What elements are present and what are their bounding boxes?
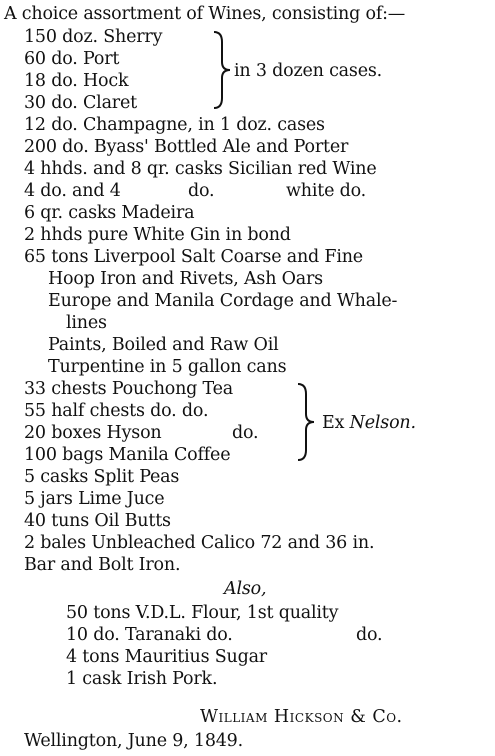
ditto-mark: do. xyxy=(188,181,215,201)
list-item: Bar and Bolt Iron. xyxy=(24,555,181,575)
advert-heading: A choice assortment of Wines, consisting of:— xyxy=(4,4,406,24)
list-item: Turpentine in 5 gallon cans xyxy=(48,357,287,377)
list-item: 60 do. Port xyxy=(24,49,120,69)
list-item: 50 tons V.D.L. Flour, 1st quality xyxy=(66,603,339,623)
right-brace-icon xyxy=(296,382,316,462)
list-item: 2 bales Unbleached Calico 72 and 36 in. xyxy=(24,533,375,553)
list-item: 2 hhds pure White Gin in bond xyxy=(24,225,291,245)
list-item: 12 do. Champagne, in 1 doz. cases xyxy=(24,115,325,135)
list-item: 6 qr. casks Madeira xyxy=(24,203,195,223)
list-item: 33 chests Pouchong Tea xyxy=(24,379,234,399)
list-item: 10 do. Taranaki do. xyxy=(66,625,233,645)
list-item: Europe and Manila Cordage and Whale- xyxy=(48,291,398,311)
list-item: 55 half chests do. do. xyxy=(24,401,209,421)
list-item: 4 do. and 4 xyxy=(24,181,121,201)
ditto-item: white do. xyxy=(286,181,366,201)
list-item: Hoop Iron and Rivets, Ash Oars xyxy=(48,269,323,289)
list-item: 65 tons Liverpool Salt Coarse and Fine xyxy=(24,247,363,267)
list-item: 18 do. Hock xyxy=(24,71,129,91)
list-item: 20 boxes Hyson xyxy=(24,423,162,443)
list-item: 4 hhds. and 8 qr. casks Sicilian red Wine xyxy=(24,159,377,179)
list-item: 4 tons Mauritius Sugar xyxy=(66,647,267,667)
ditto-mark: do. xyxy=(232,423,259,443)
list-item-continuation: lines xyxy=(66,313,107,333)
signature: William Hickson & Co. xyxy=(200,707,403,727)
list-item: 5 jars Lime Juce xyxy=(24,489,165,509)
list-item: 30 do. Claret xyxy=(24,93,137,113)
dateline: Wellington, June 9, 1849. xyxy=(24,731,243,751)
list-item: 100 bags Manila Coffee xyxy=(24,445,231,465)
group-note xyxy=(322,412,416,434)
also-heading: Also, xyxy=(224,579,267,599)
ex-label: Ex xyxy=(322,413,345,433)
list-item: 5 casks Split Peas xyxy=(24,467,180,487)
ship-name: Nelson. xyxy=(349,413,416,433)
list-item: 1 cask Irish Pork. xyxy=(66,669,218,689)
right-brace-icon xyxy=(212,30,232,110)
list-item: 200 do. Byass' Bottled Ale and Porter xyxy=(24,137,349,157)
list-item: Paints, Boiled and Raw Oil xyxy=(48,335,279,355)
ditto-mark: do. xyxy=(356,625,383,645)
list-item: 40 tuns Oil Butts xyxy=(24,511,171,531)
group-note: in 3 dozen cases. xyxy=(234,61,382,81)
list-item: 150 doz. Sherry xyxy=(24,27,163,47)
